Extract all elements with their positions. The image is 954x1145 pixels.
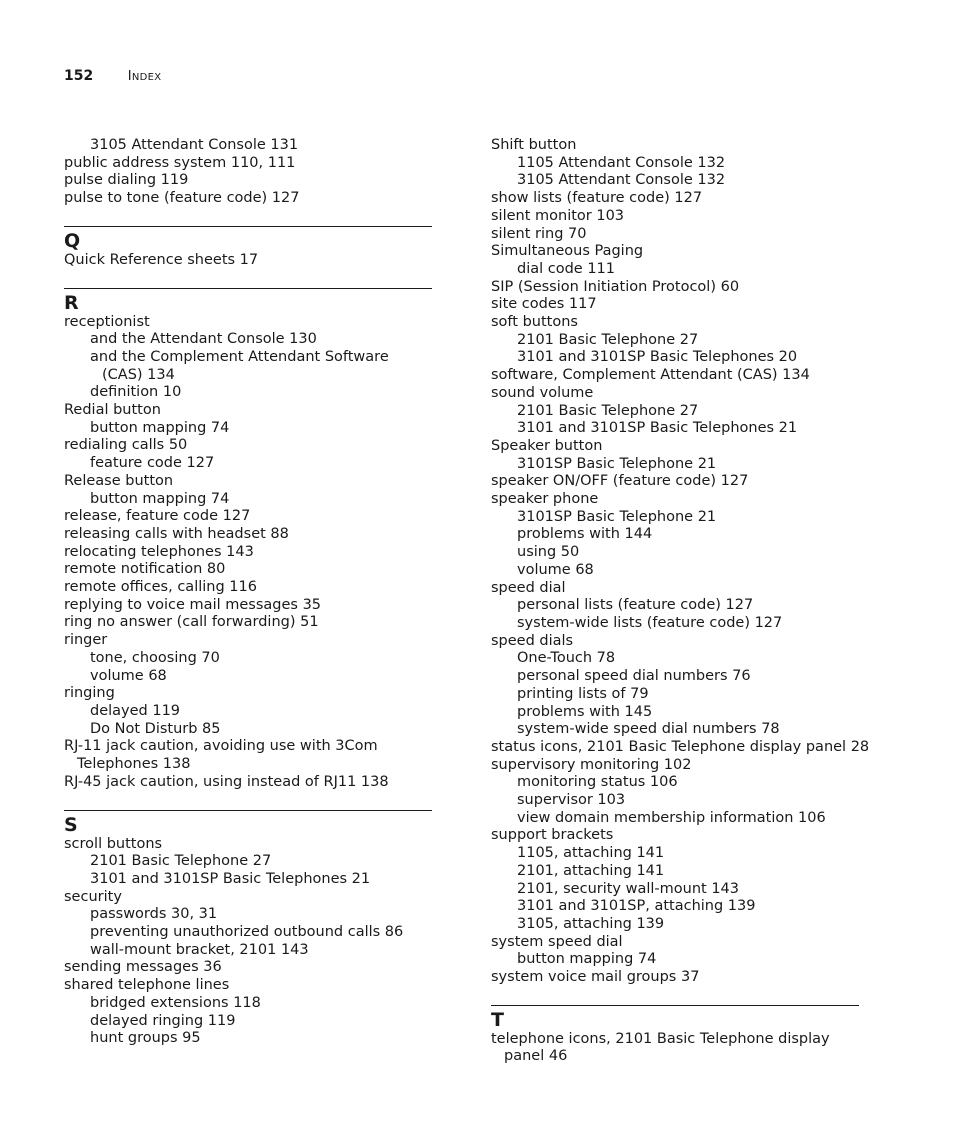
section-divider (64, 288, 432, 289)
index-entry: speed dials (491, 632, 574, 649)
index-subentry: button mapping 74 (90, 419, 230, 436)
index-subentry: supervisor 103 (517, 792, 626, 809)
index-entry: relocating telephones 143 (64, 543, 254, 560)
index-subentry: 2101 Basic Telephone 27 (90, 853, 272, 870)
index-subentry: 2101 Basic Telephone 27 (517, 402, 699, 419)
section-header-q (64, 226, 434, 252)
index-subentry: personal lists (feature code) 127 (517, 597, 754, 614)
section-divider (64, 226, 432, 227)
section-divider (64, 810, 432, 811)
index-subentry: Do Not Disturb 85 (90, 720, 221, 737)
index-entry: remote offices, calling 116 (64, 579, 257, 596)
index-entry: silent ring 70 (491, 225, 587, 242)
index-entry: Shift button (491, 137, 577, 153)
index-subentry: One-Touch 78 (517, 650, 616, 667)
index-subentry: 2101, attaching 141 (517, 862, 665, 879)
index-subentry: monitoring status 106 (517, 774, 678, 791)
index-entry: Speaker button (491, 437, 603, 454)
index-entry: system speed dial (491, 933, 623, 950)
index-entry: Simultaneous Paging (491, 243, 644, 260)
index-entry: shared telephone lines (64, 977, 230, 994)
index-subentry: system-wide speed dial numbers 78 (517, 721, 780, 738)
index-subentry: 3105, attaching 139 (517, 915, 665, 932)
index-entry: SIP (Session Initiation Protocol) 60 (491, 278, 740, 295)
index-entry: status icons, 2101 Basic Telephone display panel 28 (491, 738, 870, 755)
section-header-s (64, 810, 434, 836)
index-subentry: button mapping 74 (517, 951, 657, 968)
index-subentry: personal speed dial numbers 76 (517, 668, 751, 685)
index-subentry: tone, choosing 70 (90, 649, 220, 666)
index-entry: telephone icons, 2101 Basic Telephone display (491, 1030, 830, 1047)
index-entry: release, feature code 127 (64, 508, 251, 525)
index-subentry: (CAS) 134 (102, 366, 175, 383)
index-subentry: 3101 and 3101SP Basic Telephones 21 (517, 420, 798, 437)
index-entry: replying to voice mail messages 35 (64, 596, 322, 613)
index-entry: support brackets (491, 827, 614, 844)
index-entry: scroll buttons (64, 835, 163, 852)
index-entry: redialing calls 50 (64, 437, 188, 454)
index-subentry: 3101 and 3101SP, attaching 139 (517, 898, 756, 915)
index-entry: sound volume (491, 384, 594, 401)
index-subentry: 3101SP Basic Telephone 21 (517, 455, 717, 472)
index-entry: ringer (64, 632, 108, 649)
index-entry: silent monitor 103 (491, 207, 625, 224)
running-title: INDEX (127, 69, 162, 84)
index-subentry: and the Attendant Console 130 (90, 331, 317, 348)
index-subentry: button mapping 74 (90, 490, 230, 507)
index-subentry: problems with 144 (517, 526, 653, 543)
index-subentry: hunt groups 95 (90, 1030, 201, 1047)
index-entry: remote notification 80 (64, 561, 226, 578)
index-column-right (491, 137, 870, 1066)
section-divider (491, 1005, 859, 1006)
index-subentry: 1105 Attendant Console 132 (517, 154, 726, 171)
index-subentry: feature code 127 (90, 455, 215, 472)
index-subentry: 2101 Basic Telephone 27 (517, 331, 699, 348)
index-entry: site codes 117 (491, 296, 597, 313)
index-subentry: dial code 111 (517, 260, 616, 277)
index-entry: Redial button (64, 402, 161, 419)
page-header (64, 68, 161, 84)
index-entry: RJ-45 jack caution, using instead of RJ11 138 (64, 773, 389, 790)
index-entry: sending messages 36 (64, 959, 222, 976)
index-subentry: problems with 145 (517, 703, 653, 720)
index-entry: speed dial (491, 579, 566, 596)
index-entry: releasing calls with headset 88 (64, 525, 289, 542)
index-subentry: preventing unauthorized outbound calls 86 (90, 924, 404, 941)
index-subentry: delayed 119 (90, 702, 181, 719)
index-subentry: system-wide lists (feature code) 127 (517, 614, 783, 631)
index-subentry: 1105, attaching 141 (517, 845, 665, 862)
index-entry: pulse to tone (feature code) 127 (64, 190, 300, 207)
index-subentry: printing lists of 79 (517, 685, 649, 702)
index-entry: Quick Reference sheets 17 (64, 251, 259, 268)
index-entry: pulse dialing 119 (64, 172, 189, 189)
index-entry: security (64, 888, 122, 905)
index-column-left (64, 137, 434, 1048)
index-entry: public address system 110, 111 (64, 154, 296, 171)
index-entry: speaker phone (491, 491, 599, 508)
index-entry: ringing (64, 685, 115, 702)
index-subentry: wall-mount bracket, 2101 143 (90, 941, 309, 958)
index-subentry: passwords 30, 31 (90, 906, 218, 923)
index-entry: receptionist (64, 313, 150, 330)
index-entry: system voice mail groups 37 (491, 969, 700, 986)
index-subentry: panel 46 (504, 1048, 568, 1065)
section-header-r (64, 288, 434, 314)
index-entry: supervisory monitoring 102 (491, 756, 692, 773)
index-subentry: 3105 Attendant Console 132 (517, 172, 726, 189)
index-entry: Release button (64, 472, 174, 489)
index-entry: software, Complement Attendant (CAS) 134 (491, 367, 810, 384)
index-subentry: and the Complement Attendant Software (90, 348, 389, 365)
index-subentry: bridged extensions 118 (90, 994, 261, 1011)
page-number: 152 (64, 68, 94, 84)
index-subentry: using 50 (517, 544, 580, 561)
index-subentry: definition 10 (90, 384, 182, 401)
section-letter: R (64, 291, 79, 314)
index-subentry: Telephones 138 (77, 756, 191, 773)
section-letter: Q (64, 229, 81, 252)
index-subentry: 3101 and 3101SP Basic Telephones 20 (517, 349, 798, 366)
section-letter: S (64, 813, 78, 836)
index-entry: ring no answer (call forwarding) 51 (64, 614, 319, 631)
index-subentry: 3105 Attendant Console 131 (90, 137, 299, 153)
index-subentry: volume 68 (517, 561, 594, 578)
index-subentry: view domain membership information 106 (517, 809, 826, 826)
index-subentry: 3101 and 3101SP Basic Telephones 21 (90, 870, 371, 887)
index-subentry: 3101SP Basic Telephone 21 (517, 508, 717, 525)
index-entry: speaker ON/OFF (feature code) 127 (491, 473, 749, 490)
index-entry: show lists (feature code) 127 (491, 190, 703, 207)
index-entry: soft buttons (491, 314, 578, 331)
section-header-t (491, 1005, 861, 1031)
index-subentry: delayed ringing 119 (90, 1012, 236, 1029)
section-letter: T (491, 1008, 504, 1031)
index-entry: RJ-11 jack caution, avoiding use with 3Com (64, 738, 378, 755)
index-subentry: 2101, security wall-mount 143 (517, 880, 740, 897)
index-subentry: volume 68 (90, 667, 167, 684)
